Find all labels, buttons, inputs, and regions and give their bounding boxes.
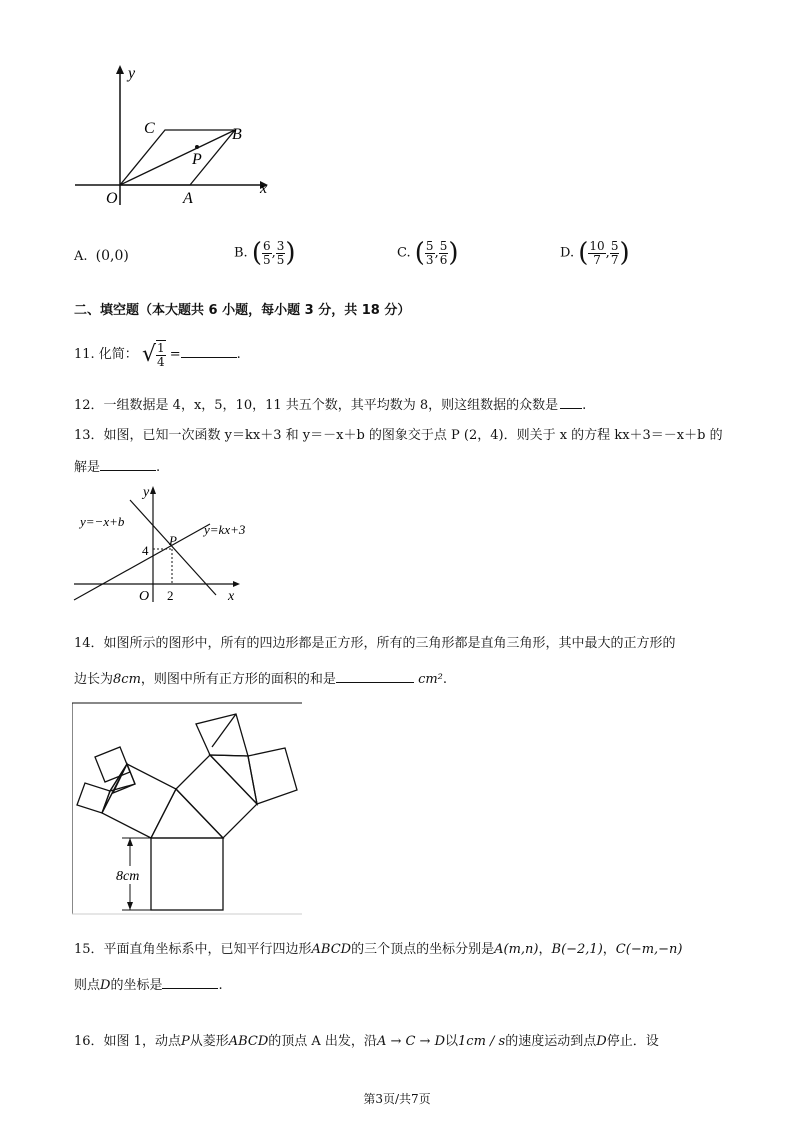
svg-text:P: P	[169, 533, 177, 548]
answer-blank-14[interactable]	[336, 668, 414, 683]
question-12: 12．一组数据是 4，x，5，10，11 共五个数，其平均数为 8，则这组数据的众数是 .	[74, 394, 586, 413]
label-b: B	[232, 126, 242, 143]
diagonal-ob	[120, 130, 235, 185]
figure-pythagoras-tree	[72, 702, 304, 918]
largest-square	[151, 838, 223, 910]
svg-text:y=−x+b: y=−x+b	[80, 514, 125, 529]
label-c: C	[144, 120, 155, 137]
label-o: O	[106, 190, 118, 207]
point-p	[195, 145, 199, 149]
option-b[interactable]: B. ( $\frac{6}{5}$ , $\frac{3}{5}$ )	[234, 238, 296, 268]
option-c[interactable]: C. ( $\frac{5}{3}$ , $\frac{5}{6}$ )	[397, 238, 459, 268]
option-a-label: A.	[74, 249, 88, 264]
answer-blank-11[interactable]	[181, 343, 237, 358]
svg-text:8cm: 8cm	[116, 869, 140, 884]
question-15-line1: 15．平面直角坐标系中，已知平行四边形ABCD的三个顶点的坐标分别是A(m,n)，B(−2,1)，C(−m,−n)	[74, 942, 683, 957]
section-title: 二、填空题（本大题共 6 小题，每小题 3 分，共 18 分）	[74, 303, 411, 318]
page-number: 第3页/共7页	[363, 1092, 431, 1106]
answer-blank-15[interactable]	[162, 974, 218, 989]
question-14-line1: 14．如图所示的图形中，所有的四边形都是正方形，所有的三角形都是直角三角形，其中最大的正方形的	[74, 636, 676, 651]
question-16-line1: 16．如图 1，动点P从菱形ABCD的顶点 A 出发，沿A → C → D以1cm / s的速度运动到点D停止．设	[74, 1034, 659, 1049]
svg-text:4: 4	[142, 543, 149, 558]
question-13-line1: 13．如图，已知一次函数 y＝kx＋3 和 y＝－x＋b 的图象交于点 P (2，4)．则关于 x 的方程 kx＋3＝－x＋b 的	[74, 428, 723, 443]
option-a[interactable]	[74, 248, 129, 264]
y-label: y	[128, 65, 136, 82]
answer-blank-12[interactable]	[560, 394, 582, 409]
svg-text:y=kx+3: y=kx+3	[204, 522, 246, 537]
option-a-value: (0,0)	[95, 248, 129, 264]
question-11: 11. 化简： √ $\frac{1}{4}$ = .	[74, 341, 241, 369]
option-d[interactable]: D. ( $\frac{10}{7}$ , $\frac{5}{7}$ )	[560, 238, 630, 268]
figure-linear-functions	[70, 482, 260, 607]
question-14-line2: 边长为8cm，则图中所有正方形的面积的和是 cm².	[74, 668, 447, 687]
x-label: x	[260, 180, 268, 197]
answer-blank-13[interactable]	[100, 456, 156, 471]
option-b-label: B.	[234, 245, 248, 261]
svg-text:x: x	[228, 589, 235, 604]
question-15-line2: 则点D的坐标是 .	[74, 974, 223, 993]
y-axis-arrow	[116, 65, 124, 74]
svg-text:2: 2	[167, 588, 174, 603]
label-p: P	[192, 151, 202, 168]
figure-parallelogram	[70, 60, 280, 210]
option-d-label: D.	[560, 245, 575, 261]
question-13-line2: 解是 .	[74, 456, 160, 475]
svg-text:y: y	[143, 485, 150, 500]
svg-text:O: O	[139, 589, 150, 604]
label-a: A	[183, 190, 193, 207]
option-c-label: C.	[397, 245, 411, 261]
